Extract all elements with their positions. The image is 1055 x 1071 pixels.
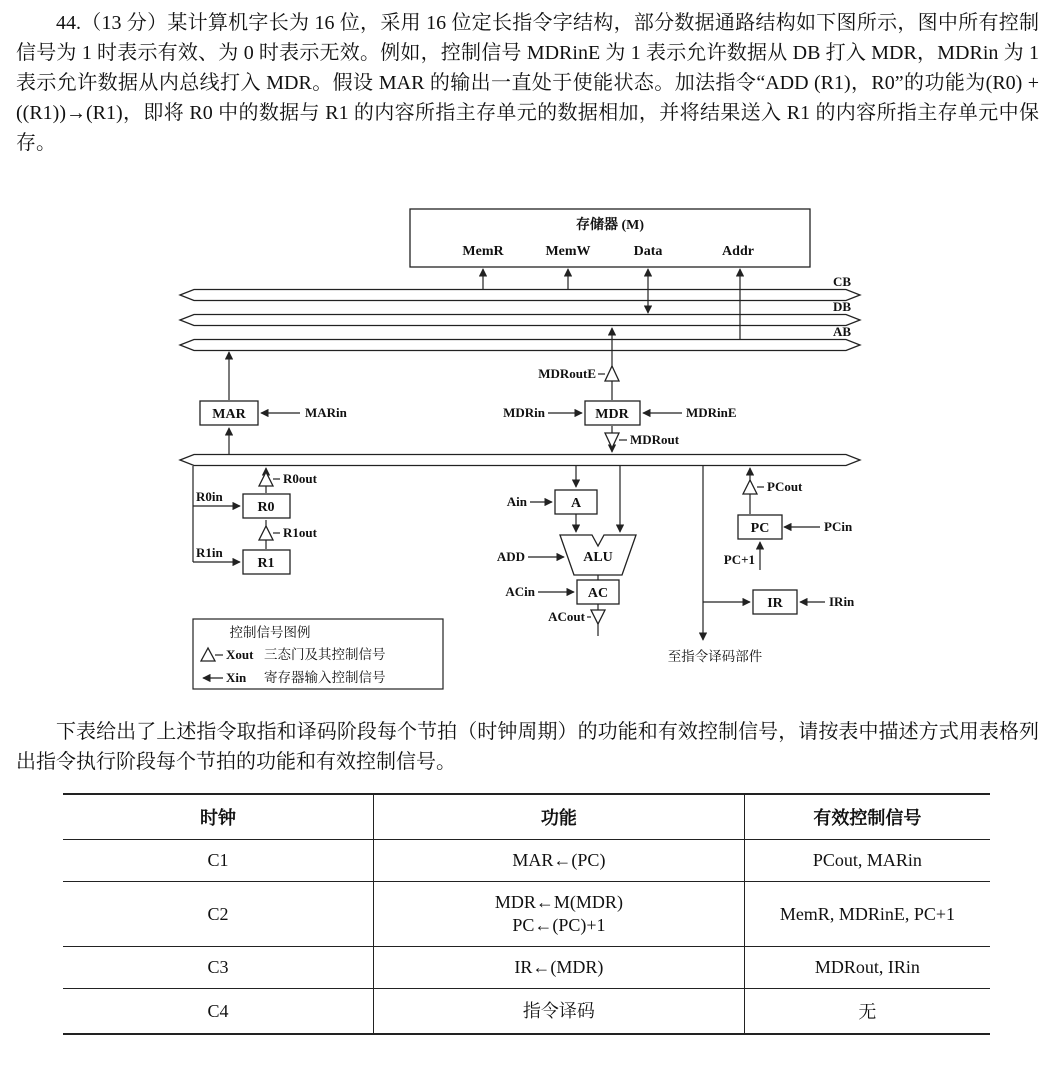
mdr-label: MDR bbox=[595, 407, 629, 422]
legend-xout-desc: 三态门及其控制信号 bbox=[264, 647, 386, 662]
col-header-function: 功能 bbox=[374, 794, 745, 840]
signals-cell: 无 bbox=[858, 1002, 877, 1022]
memory-title: 存储器 (M) bbox=[575, 218, 645, 233]
clock-cell: C4 bbox=[63, 989, 374, 1035]
db-bus bbox=[180, 315, 860, 326]
ab-bus bbox=[180, 340, 860, 351]
function-cell: IR←(MDR) bbox=[374, 947, 745, 989]
table-row-c2 bbox=[63, 882, 990, 947]
function-cell: MDR←M(MDR) PC←(PC)+1 bbox=[374, 882, 745, 947]
table-row-c1 bbox=[63, 840, 990, 882]
clock-signal-table bbox=[63, 793, 990, 1035]
mar-label: MAR bbox=[212, 407, 246, 422]
r1out-signal-label: R1out bbox=[283, 525, 317, 540]
r1-label: R1 bbox=[257, 556, 275, 571]
legend bbox=[193, 619, 443, 689]
a-label: A bbox=[570, 496, 582, 511]
legend-xin-desc: 寄存器输入控制信号 bbox=[264, 670, 386, 685]
irin-signal-label: IRin bbox=[829, 594, 855, 609]
add-signal-label: ADD bbox=[496, 549, 525, 564]
r0out-gate-icon bbox=[259, 472, 273, 486]
legend-tristate-icon bbox=[201, 648, 215, 661]
legend-title: 控制信号图例 bbox=[229, 625, 311, 640]
acout-signal-label: ACout bbox=[548, 609, 585, 624]
pcout-signal-label: PCout bbox=[767, 479, 803, 494]
pcin-signal-label: PCin bbox=[824, 519, 853, 534]
function-cell: 指令译码 bbox=[374, 989, 745, 1035]
function-cell: MAR←(PC) bbox=[374, 840, 745, 882]
r0in-signal-label: R0in bbox=[196, 489, 223, 504]
ab-bus-label: AB bbox=[832, 324, 852, 339]
internal-bus bbox=[180, 455, 860, 466]
mdrout-signal-label: MDRout bbox=[630, 432, 680, 447]
ir-label: IR bbox=[767, 596, 783, 611]
addr-port-label: Addr bbox=[722, 244, 754, 259]
mdroute-gate-icon bbox=[605, 366, 619, 381]
signals-cell: MemR, MDRinE, PC+1 bbox=[744, 882, 990, 947]
signals-cell: MDRout, IRin bbox=[744, 947, 990, 989]
acout-gate-icon bbox=[591, 610, 605, 624]
marin-signal-label: MARin bbox=[305, 405, 347, 420]
col-header-signals: 有效控制信号 bbox=[744, 794, 990, 840]
r1in-signal-label: R1in bbox=[196, 545, 223, 560]
memw-port-label: MemW bbox=[545, 244, 591, 259]
pc-label: PC bbox=[750, 521, 770, 536]
alu-label: ALU bbox=[583, 550, 613, 565]
data-port-label: Data bbox=[633, 244, 663, 259]
memr-port-label: MemR bbox=[462, 244, 504, 259]
legend-xout-symbol: Xout bbox=[226, 647, 254, 662]
db-bus-label: DB bbox=[832, 299, 852, 314]
mdroute-signal-label: MDRoutE bbox=[538, 366, 596, 381]
to-decoder-label: 至指令译码部件 bbox=[667, 649, 763, 664]
clock-cell: C1 bbox=[63, 840, 374, 882]
datapath-svg bbox=[160, 202, 880, 697]
cb-bus bbox=[180, 290, 860, 301]
r0out-signal-label: R0out bbox=[283, 471, 317, 486]
ac-label: AC bbox=[587, 586, 609, 601]
table-row-c3 bbox=[63, 947, 990, 989]
clock-cell: C3 bbox=[63, 947, 374, 989]
ain-signal-label: Ain bbox=[506, 494, 527, 509]
pcplus1-signal-label: PC+1 bbox=[723, 552, 755, 567]
question-text: 44.（13 分）某计算机字长为 16 位，采用 16 位定长指令字结构，部分数据通路结构如下图所示，图中所有控制信号为 1 时表示有效、为 0 时表示无效。例如，控制信号 MDRinE 为 1 表示允许数据从 DB 打入 MDR，MDRin 为 1 表示允许数据从内总线打入 MDR。假设 MAR 的输出一直处于使能状态。加法指令“ADD (R1)，R0”的功能为(R0) + ((R1))→(R1)，即将 R0 中的数据与 R1 的内容所指主存单元的数据相加，并将结果送入 R1 的内容所指主存单元中保存。 bbox=[16, 12, 1039, 154]
mdrin-signal-label: MDRin bbox=[503, 405, 545, 420]
acin-signal-label: ACin bbox=[505, 584, 535, 599]
mdrout-gate-icon bbox=[605, 433, 619, 448]
col-header-clock: 时钟 bbox=[63, 794, 374, 840]
table-header-row bbox=[63, 794, 990, 840]
legend-xin-symbol: Xin bbox=[226, 670, 247, 685]
signals-cell: PCout, MARin bbox=[744, 840, 990, 882]
table-instruction-text: 下表给出了上述指令取指和译码阶段每个节拍（时钟周期）的功能和有效控制信号，请按表中描述方式用表格列出指令执行阶段每个节拍的功能和有效控制信号。 bbox=[16, 721, 1039, 773]
table-row-c4 bbox=[63, 989, 990, 1035]
cb-bus-label: CB bbox=[832, 274, 852, 289]
r0-label: R0 bbox=[257, 500, 275, 515]
pcout-gate-icon bbox=[743, 480, 757, 494]
mdrine-signal-label: MDRinE bbox=[686, 405, 737, 420]
r1out-gate-icon bbox=[259, 526, 273, 540]
clock-cell: C2 bbox=[63, 882, 374, 947]
datapath-diagram bbox=[16, 202, 1039, 697]
